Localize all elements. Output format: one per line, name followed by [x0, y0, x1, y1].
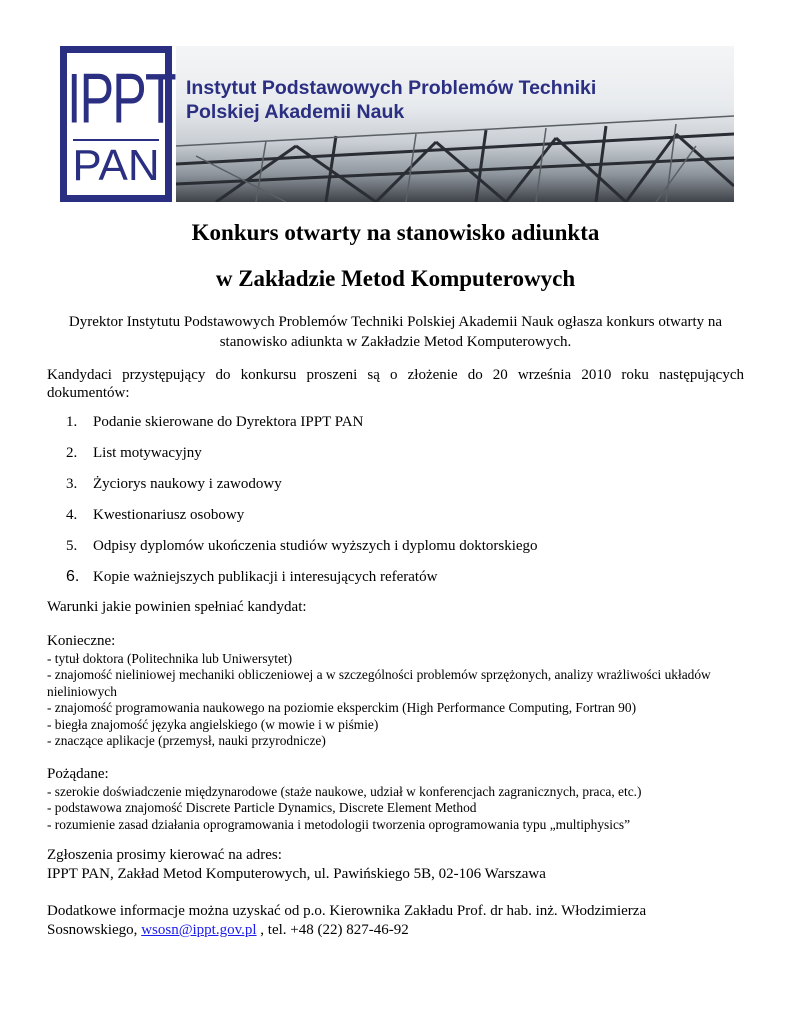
desired-item: - rozumienie zasad działania oprogramowania i metodologii tworzenia oprogramowania typu „multiphysics” — [47, 816, 631, 832]
list-item: 5. Odpisy dyplomów ukończenia studiów wyższych i dyplomu doktorskiego — [66, 538, 538, 554]
header-banner — [60, 46, 734, 202]
desired-section — [47, 765, 747, 833]
required-heading: Konieczne: — [47, 633, 116, 649]
required-item: - znajomość programowania naukowego na poziomie eksperckim (High Performance Computing, Fortran 90) — [47, 700, 637, 716]
required-item: - biegła znajomość języka angielskiego (w mowie i w piśmie) — [47, 716, 379, 732]
required-item: - tytuł doktora (Politechnika lub Uniwersytet) — [47, 651, 293, 666]
institute-name: Instytut Podstawowych Problemów Techniki Polskiej Akademii Nauk — [186, 77, 597, 123]
desired-item: - szerokie doświadczenie międzynarodowe (staże naukowe, udział w konferencjach zagranicznych, praca, etc.) — [47, 784, 642, 799]
ippt-pan-logo: IPPT PAN — [60, 46, 172, 202]
steel-truss-photo — [176, 46, 734, 202]
documents-intro: Kandydaci przystępujący do konkursu proszeni są o złożenie do 20 września 2010 roku następujących dokumentów: — [47, 367, 744, 401]
desired-item: - podstawowa znajomość Discrete Particle Dynamics, Discrete Element Method — [47, 800, 477, 816]
intro-paragraph: Dyrektor Instytutu Podstawowych Problemów Techniki Polskiej Akademii Nauk ogłasza konkurs otwarty na stanowisko adiunkta w Zakładzie Metod Komputerowych. — [68, 314, 723, 350]
list-item: 6. Kopie ważniejszych publikacji i interesujących referatów — [66, 568, 438, 585]
required-item: - znaczące aplikacje (przemysł, nauki przyrodnicze) — [47, 733, 326, 749]
list-item: 4. Kwestionariusz osobowy — [66, 507, 245, 523]
required-item: - znajomość nieliniowej mechaniki obliczeniowej a w szczególności problemów sprzężonych, analizy wrażliwości układów nieliniowych — [47, 667, 711, 699]
page-subtitle: w Zakładzie Metod Komputerowych — [215, 266, 576, 291]
conditions-heading: Warunki jakie powinien spełniać kandydat: — [47, 599, 307, 615]
list-item: 3. Życiorys naukowy i zawodowy — [66, 476, 282, 492]
application-address: Zgłoszenia prosimy kierować na adres: IPPT PAN, Zakład Metod Komputerowych, ul. Pawińskiego 5B, 02-106 Warszawa — [47, 847, 546, 882]
list-item: 1. Podanie skierowane do Dyrektora IPPT PAN — [66, 414, 364, 430]
required-section — [47, 632, 747, 749]
desired-heading: Pożądane: — [47, 766, 109, 782]
page-title: Konkurs otwarty na stanowisko adiunkta — [191, 220, 600, 245]
documents-list — [66, 413, 726, 599]
email-link[interactable]: wsosn@ippt.gov.pl — [141, 922, 257, 938]
list-item: 2. List motywacyjny — [66, 445, 202, 461]
contact-info: Dodatkowe informacje można uzyskać od p.o. Kierownika Zakładu Prof. dr hab. inż. Włodzimierza Sosnowskiego, wsosn@ippt.gov.pl , tel. +48 (22) 827-46-92 — [47, 903, 647, 938]
